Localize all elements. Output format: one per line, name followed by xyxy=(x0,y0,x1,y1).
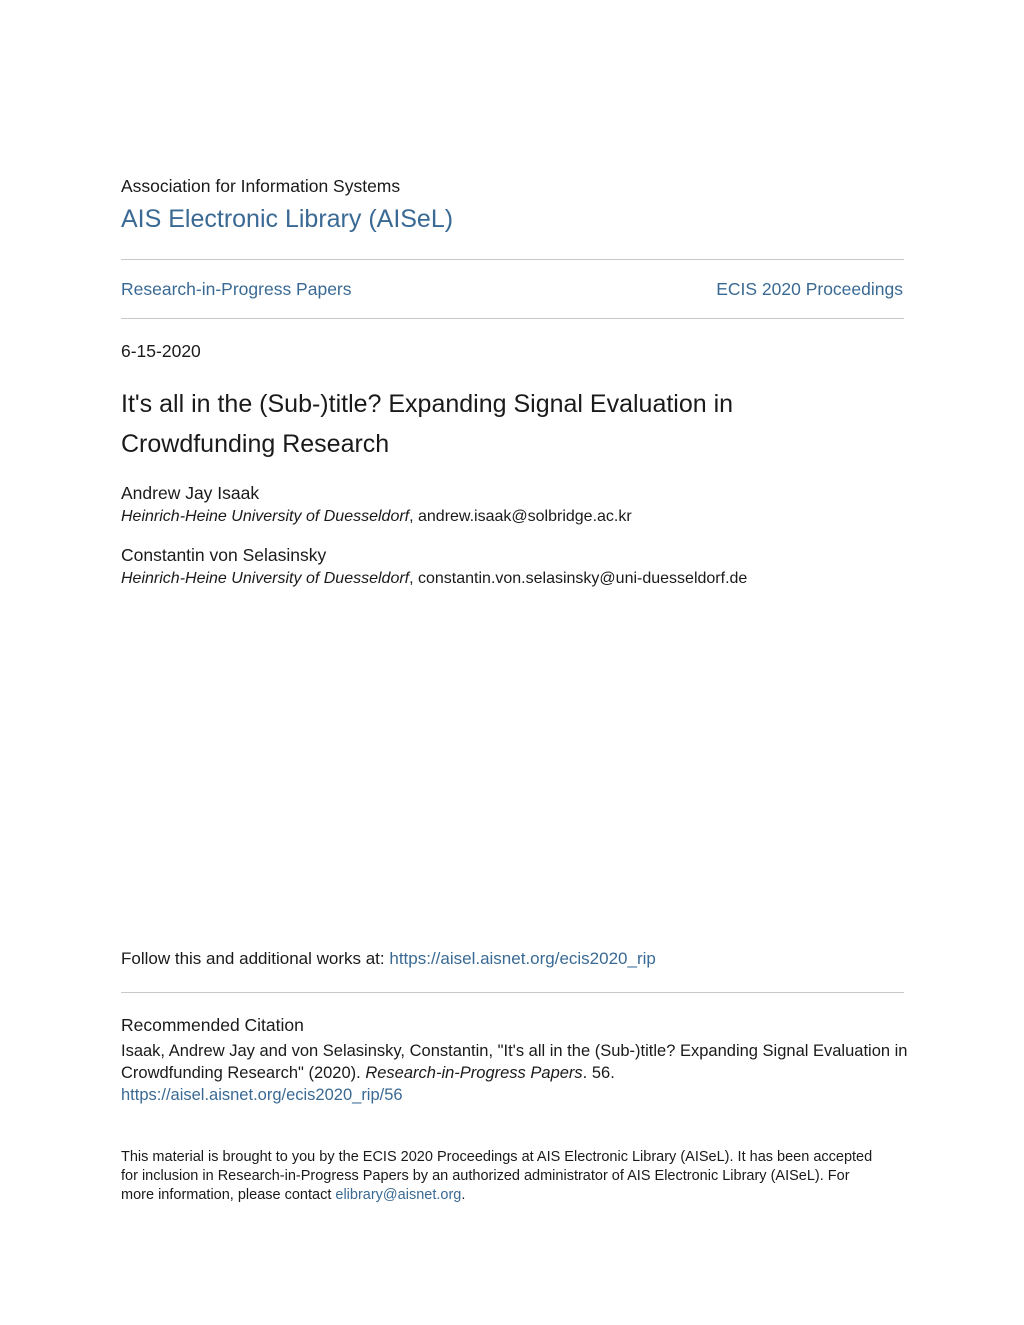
citation-series: Research-in-Progress Papers xyxy=(365,1064,583,1082)
author-name: Constantin von Selasinsky xyxy=(121,545,327,565)
paper-title: It's all in the (Sub-)title? Expanding Signal Evaluation in Crowdfunding Research xyxy=(121,390,734,458)
author-name: Andrew Jay Isaak xyxy=(121,483,260,503)
divider-citation xyxy=(121,992,904,993)
footer-notice xyxy=(121,1148,881,1205)
series-link[interactable]: Research-in-Progress Papers xyxy=(121,279,352,299)
author-block xyxy=(121,483,632,526)
citation-number: . 56. xyxy=(582,1064,615,1082)
author-email: constantin.von.selasinsky@uni-duesseldorf.de xyxy=(418,570,748,587)
publication-date: 6-15-2020 xyxy=(121,341,201,361)
proceedings-link[interactable]: ECIS 2020 Proceedings xyxy=(716,279,903,299)
author-affiliation: Heinrich-Heine University of Duesseldorf xyxy=(121,570,410,587)
follow-text: Follow this and additional works at: xyxy=(121,949,390,968)
citation-body xyxy=(121,1040,911,1106)
contact-email-link[interactable]: elibrary@aisnet.org xyxy=(335,1187,462,1203)
citation-text: Isaak, Andrew Jay and von Selasinsky, Constantin, "It's all in the (Sub-)title? Expanding Signal Evaluation in Crowdfunding Research" (2020). xyxy=(121,1042,908,1082)
footer-text: This material is brought to you by the ECIS 2020 Proceedings at AIS Electronic Library (AISeL). It has been accepted for inclusion in Research-in-Progress Papers by an authorized administrator of AIS Electronic Library (AISeL). For more information, please contact xyxy=(121,1149,873,1203)
divider-nav xyxy=(121,318,904,319)
author-affiliation-line: Heinrich-Heine University of Duesseldorf, andrew.isaak@solbridge.ac.kr xyxy=(121,508,632,525)
divider-top xyxy=(121,259,904,260)
organization-name: Association for Information Systems xyxy=(121,176,401,196)
author-affiliation: Heinrich-Heine University of Duesseldorf xyxy=(121,508,410,525)
library-link[interactable]: AIS Electronic Library (AISeL) xyxy=(121,205,454,233)
author-email: andrew.isaak@solbridge.ac.kr xyxy=(418,508,632,525)
follow-line xyxy=(121,949,656,969)
author-block xyxy=(121,545,747,588)
citation-heading: Recommended Citation xyxy=(121,1015,304,1035)
footer-end: . xyxy=(461,1187,466,1203)
author-affiliation-line: Heinrich-Heine University of Duesseldorf, constantin.von.selasinsky@uni-duesseldorf.de xyxy=(121,570,748,587)
follow-link[interactable]: https://aisel.aisnet.org/ecis2020_rip xyxy=(389,949,656,968)
citation-link[interactable]: https://aisel.aisnet.org/ecis2020_rip/56 xyxy=(121,1086,403,1104)
